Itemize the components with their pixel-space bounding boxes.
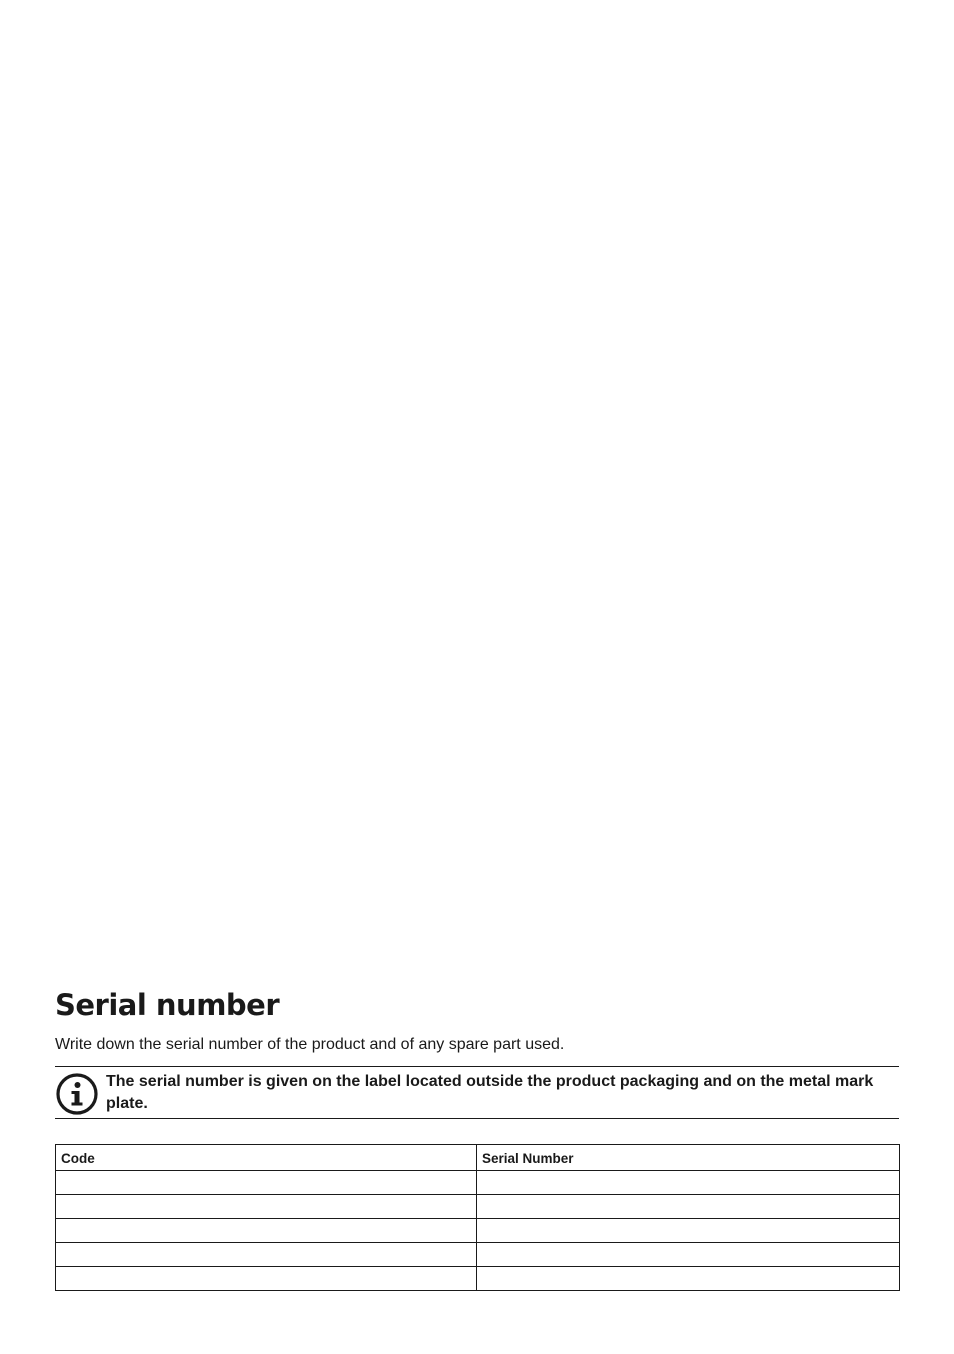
code-cell[interactable] bbox=[56, 1171, 477, 1195]
section-intro: Write down the serial number of the product and of any spare part used. bbox=[55, 1036, 565, 1053]
serial-number-cell[interactable] bbox=[477, 1243, 900, 1267]
serial-number-cell[interactable] bbox=[477, 1219, 900, 1243]
column-header-serial-number: Serial Number bbox=[477, 1145, 900, 1171]
serial-number-cell[interactable] bbox=[477, 1267, 900, 1291]
code-cell[interactable] bbox=[56, 1219, 477, 1243]
table-row bbox=[56, 1219, 900, 1243]
code-cell[interactable] bbox=[56, 1267, 477, 1291]
info-note bbox=[55, 1066, 899, 1119]
table-row bbox=[56, 1243, 900, 1267]
info-icon bbox=[55, 1072, 99, 1116]
serial-number-cell[interactable] bbox=[477, 1195, 900, 1219]
section-title: Serial number bbox=[55, 988, 280, 1022]
code-cell[interactable] bbox=[56, 1195, 477, 1219]
table-header-row bbox=[56, 1145, 900, 1171]
table-row bbox=[56, 1171, 900, 1195]
serial-number-table bbox=[55, 1144, 900, 1291]
table-row bbox=[56, 1267, 900, 1291]
code-cell[interactable] bbox=[56, 1243, 477, 1267]
info-note-text: The serial number is given on the label located outside the product packaging and on the metal mark plate. bbox=[106, 1073, 874, 1112]
serial-number-cell[interactable] bbox=[477, 1171, 900, 1195]
serial-number-section bbox=[55, 985, 899, 1291]
table-row bbox=[56, 1195, 900, 1219]
column-header-code: Code bbox=[56, 1145, 477, 1171]
